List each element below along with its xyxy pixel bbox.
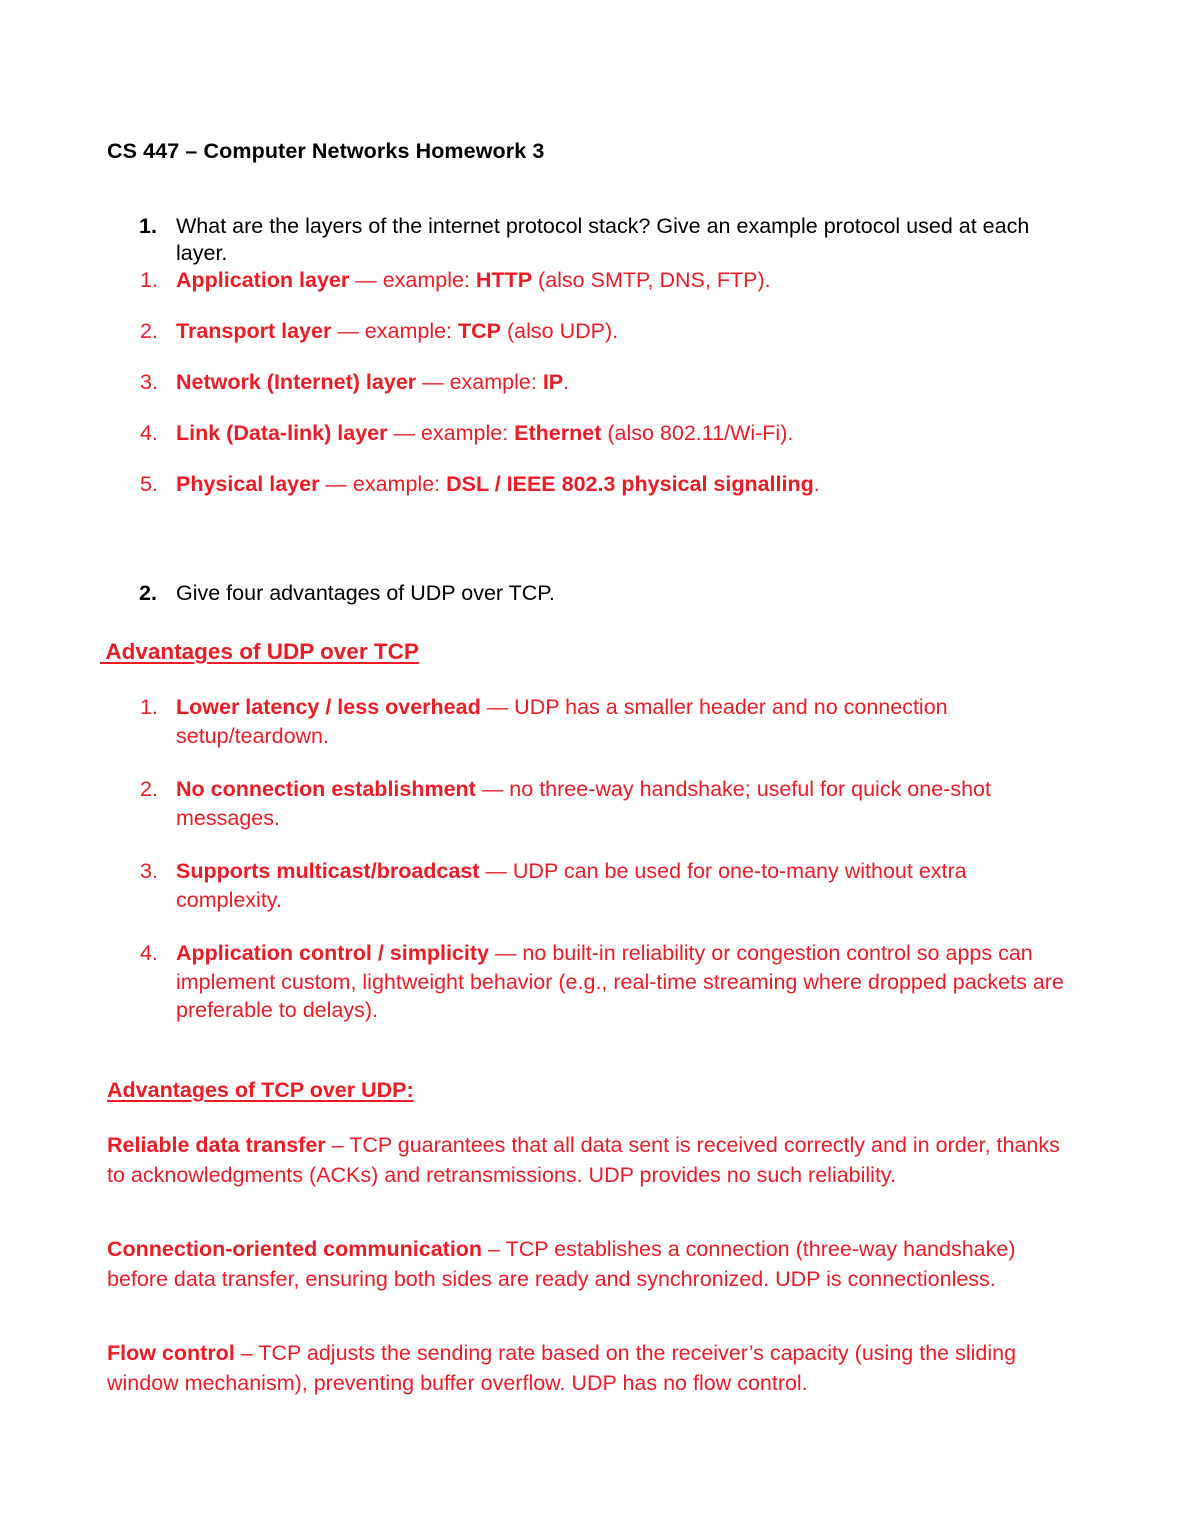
- list-item-term: Link (Data-link) layer: [176, 421, 388, 445]
- udp-advantages-list: [0, 693, 1190, 1025]
- list-item-tail: (also UDP).: [501, 319, 619, 343]
- list-item-term: Application layer: [176, 268, 350, 292]
- list-item-example: Ethernet: [514, 421, 602, 445]
- paragraph-description: – TCP adjusts the sending rate based on the receiver’s capacity (using the sliding window mechanism), preventing buffer overflow. UDP has no flow control.: [107, 1340, 1017, 1395]
- spacer: [0, 1190, 1190, 1234]
- list-item-number: 2.: [140, 319, 158, 343]
- list-item-connector: — example:: [319, 472, 447, 496]
- list-item-term: Network (Internet) layer: [176, 370, 417, 394]
- heading-advantages-udp: Advantages of UDP over TCP: [100, 639, 419, 664]
- question-2-prompt: Give four advantages of UDP over TCP.: [176, 581, 555, 605]
- question-2-number: 2.: [139, 581, 157, 605]
- list-item-number: 1.: [140, 268, 158, 292]
- list-item-number: 3.: [140, 859, 158, 883]
- spacer: [0, 607, 1190, 637]
- list-item-term: Lower latency / less overhead: [176, 695, 481, 719]
- list-item-example: HTTP: [475, 268, 533, 292]
- list-item-term: No connection establishment: [176, 777, 476, 801]
- list-item: [140, 471, 1076, 498]
- tcp-advantage-paragraph: [107, 1338, 1073, 1398]
- list-item-tail: .: [813, 472, 820, 496]
- list-item-term: Transport layer: [176, 319, 332, 343]
- paragraph-term: Reliable data transfer: [107, 1132, 326, 1157]
- list-item: [140, 857, 1064, 914]
- list-item-connector: — example:: [349, 268, 476, 292]
- list-item-term: Physical layer: [176, 472, 320, 496]
- list-item-example: IP: [542, 370, 564, 394]
- paragraph-term: Connection-oriented communication: [107, 1236, 483, 1261]
- list-item-term: Supports multicast/broadcast: [176, 859, 480, 883]
- spacer: [0, 667, 1190, 693]
- tcp-advantage-paragraph: [107, 1130, 1073, 1190]
- heading-advantages-tcp: Advantages of TCP over UDP:: [107, 1077, 414, 1102]
- spacer: [0, 1050, 1190, 1076]
- paragraph-description: – TCP guarantees that all data sent is received correctly and in order, thanks to acknowledgments (ACKs) and retransmissions. UDP provides no such reliability.: [107, 1132, 1060, 1187]
- list-item-connector: — example:: [387, 421, 515, 445]
- list-item-description: — no built-in reliability or congestion control so apps can implement custom, lightweight behavior (e.g., real-time streaming where dropped packets are preferable to delays).: [176, 941, 1064, 1022]
- list-item-connector: — example:: [416, 370, 543, 394]
- spacer: [0, 522, 1190, 580]
- list-item-connector: — example:: [331, 319, 459, 343]
- list-item-number: 4.: [140, 941, 158, 965]
- list-item-description: — no three-way handshake; useful for quick one-shot messages.: [176, 777, 991, 830]
- spacer: [0, 1294, 1190, 1338]
- list-item-description: — UDP can be used for one-to-many without extra complexity.: [176, 859, 967, 912]
- list-item-tail: (also SMTP, DNS, FTP).: [532, 268, 771, 292]
- question-1-prompt: What are the layers of the internet protocol stack? Give an example protocol used at each layer.: [176, 214, 1030, 265]
- list-item-description: — UDP has a smaller header and no connection setup/teardown.: [176, 695, 948, 748]
- list-item-example: TCP: [458, 319, 502, 343]
- paragraph-term: Flow control: [107, 1340, 235, 1365]
- question-1-answer-list: [0, 267, 1190, 498]
- list-item-tail: (also 802.11/Wi-Fi).: [601, 421, 794, 445]
- list-item: [140, 267, 1076, 294]
- question-1: [139, 213, 1060, 267]
- list-item: [140, 693, 1064, 750]
- list-item-tail: .: [563, 370, 570, 394]
- list-item: [140, 369, 1076, 396]
- list-item-number: 3.: [140, 370, 158, 394]
- list-item: [140, 318, 1076, 345]
- list-item-term: Application control / simplicity: [176, 941, 489, 965]
- list-item: [140, 420, 1076, 447]
- spacer: [0, 1104, 1190, 1130]
- document-body: [0, 213, 1190, 1398]
- list-item-number: 5.: [140, 472, 158, 496]
- list-item-number: 1.: [140, 695, 158, 719]
- list-item: [140, 775, 1064, 832]
- list-item-number: 4.: [140, 421, 158, 445]
- tcp-advantage-paragraph: [107, 1234, 1073, 1294]
- list-item-number: 2.: [140, 777, 158, 801]
- question-2: [139, 580, 1060, 607]
- list-item-example: DSL / IEEE 802.3 physical signalling: [446, 472, 814, 496]
- paragraph-description: – TCP establishes a connection (three-way handshake) before data transfer, ensuring both sides are ready and synchronized. UDP is connectionless.: [107, 1236, 1016, 1291]
- list-item: [140, 939, 1064, 1025]
- page-title: CS 447 – Computer Networks Homework 3: [107, 139, 545, 163]
- question-1-number: 1.: [139, 214, 157, 238]
